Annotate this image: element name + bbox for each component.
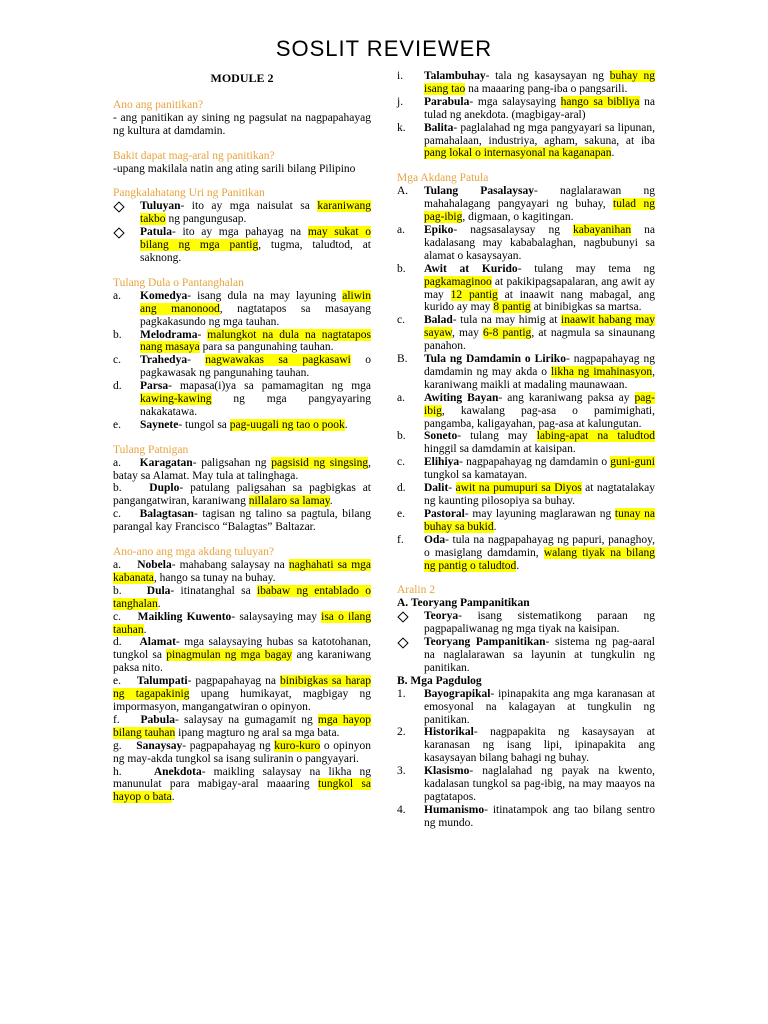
left-column — [113, 70, 371, 804]
list-item — [397, 392, 655, 431]
list-marker: g. — [113, 739, 122, 752]
list-marker: f. — [113, 713, 120, 726]
definition: - sistema ng pag-aaral na naglalarawan sa layunin at tungkulin ng panitikan. — [424, 636, 655, 674]
definition: o pagkawasak ng pangunahing tauhan. — [140, 354, 372, 380]
highlight: pinagmulan ng mga bagay — [166, 649, 293, 662]
term: Teoryang Pampanitikan — [424, 636, 546, 649]
definition: - — [187, 354, 206, 367]
term: Patula — [140, 226, 172, 239]
highlight: kawing-kawing — [140, 393, 212, 406]
highlight: isa o ilang tauhan — [113, 610, 371, 636]
list-marker: b. — [397, 262, 406, 275]
list-item — [113, 329, 371, 355]
list-marker: 4. — [397, 803, 406, 816]
highlight: kabayanihan — [572, 223, 632, 236]
highlight: 8 pantig — [493, 301, 531, 314]
term: Parabula — [424, 95, 470, 108]
definition: - tula na nagpapahayag ng papuri, panaghoy, o masiglang damdamin, — [424, 533, 655, 559]
definition: , hango sa tunay na buhay. — [153, 571, 276, 584]
section-heading: Bakit dapat mag-aral ng panitikan? — [113, 149, 275, 162]
definition: - nagpapakita ng kasaysayan at karanasan ng isang lipi, ipinapakita ang kasaysayan bilang bahagi ng buhay. — [424, 726, 655, 765]
list-item — [113, 675, 371, 714]
paragraph: -upang makilala natin ang ating sarili bilang Pilipino — [113, 162, 356, 175]
list-marker: B. — [397, 353, 408, 366]
diamond-bullet-icon — [397, 637, 408, 648]
highlight: guni-guni — [610, 456, 655, 469]
list-marker: 3. — [397, 765, 406, 778]
definition: na maaaring pang-iba o pangsarili. — [465, 82, 628, 95]
highlight: labing-apat na taludtod — [536, 430, 656, 443]
diamond-bullet-icon — [113, 227, 124, 238]
highlight: likha ng imahinasyon — [550, 365, 653, 378]
list-marker: 2. — [397, 726, 406, 739]
definition: , digmaan, o kagitingan. — [462, 211, 574, 224]
term: Humanismo — [424, 803, 485, 816]
highlight: may sukat o bilang ng mga pantig — [140, 226, 371, 252]
definition: . — [611, 147, 615, 160]
highlight: pagsisid ng singsing — [271, 456, 369, 469]
term: Klasismo — [424, 765, 470, 778]
list-marker: e. — [113, 675, 121, 688]
list-marker: k. — [397, 121, 406, 134]
definition: ng pangungusap. — [165, 213, 247, 226]
definition: - salaysay na gumagamit ng — [175, 713, 318, 726]
definition: - may layuning maglarawan ng — [464, 507, 615, 520]
highlight: nagwawakas sa pagkasawi — [205, 354, 351, 367]
list-item — [113, 714, 371, 740]
term: Oda — [424, 533, 446, 546]
term: Tula ng Damdamin o Liriko — [424, 353, 566, 366]
highlight: tungkol sa hayop o bata — [113, 778, 371, 804]
definition: ng mga pangyayaring nakakatawa. — [140, 393, 371, 418]
definition: - tala ng kasaysayan ng — [485, 70, 610, 82]
highlight: pagkamaginoo — [424, 275, 492, 288]
list-item — [397, 534, 655, 573]
definition: - maikling salaysay na likha ng manunulat para mabigay-aral maaaring — [113, 765, 371, 791]
highlight: kuro-kuro — [274, 739, 321, 752]
definition: , nagtatapos sa masayang pagkakasundo ng mga tauhan. — [140, 302, 371, 328]
list-marker: e. — [397, 507, 405, 520]
term: Teorya — [424, 610, 459, 623]
list-item — [397, 122, 655, 161]
list-item — [397, 353, 655, 392]
list-item — [397, 508, 655, 534]
list-item — [397, 96, 655, 122]
highlight: aliwin ang manonood — [140, 289, 371, 315]
list-item — [113, 611, 371, 637]
definition: - nagpapahayag ng damdamin o — [459, 456, 611, 469]
definition: - patulang paligsahan sa pagbigkas at pangangatwiran, karaniwang — [113, 482, 371, 508]
definition: - nagsasalaysay ng — [453, 223, 573, 236]
highlight: pag-ibig — [424, 391, 655, 417]
term: Awit at Kurido — [424, 262, 518, 275]
list-item — [397, 688, 655, 727]
term: Bayograpikal — [424, 687, 491, 700]
highlight: tulad ng pag-ibig — [424, 198, 655, 224]
list-marker: b. — [113, 482, 122, 495]
term: Anekdota — [153, 765, 202, 778]
term: Tuluyan — [140, 200, 181, 213]
list-item — [113, 200, 371, 226]
list-marker: a. — [113, 559, 121, 571]
definition: . — [493, 520, 497, 533]
definition: tungkol sa kamatayan. — [424, 469, 528, 482]
list-marker: d. — [113, 380, 122, 393]
list-marker: a. — [397, 223, 405, 236]
term: Tulang Pasalaysay — [424, 185, 534, 198]
definition: - tula na may himig at — [452, 314, 562, 327]
term: Komedya — [140, 289, 188, 302]
definition: - itinatampok ang tao bilang sentro ng mundo. — [424, 803, 655, 829]
list-item — [113, 559, 371, 585]
definition: . — [344, 418, 348, 431]
list-marker: a. — [113, 456, 121, 469]
list-item — [113, 354, 371, 380]
term: Talambuhay — [424, 70, 486, 82]
highlight: pag-uugali ng tao o pook — [229, 418, 345, 431]
definition: - isang sistematikong paraan ng pagpapaliwanag ng mga tiyak na kaisipan. — [424, 610, 655, 636]
list-item — [397, 70, 655, 96]
highlight: awit na pumupuri sa Diyos — [455, 482, 582, 495]
term: Elihiya — [424, 456, 460, 469]
term: Talumpati — [136, 675, 188, 688]
section-heading: Mga Akdang Patula — [397, 172, 489, 185]
list-item — [113, 290, 371, 329]
highlight: ibabaw ng entablado o tanghalan — [113, 584, 371, 610]
list-item — [113, 419, 371, 432]
module-heading: MODULE 2 — [210, 71, 274, 85]
definition: - tungol sa — [178, 418, 230, 431]
definition: - pagpapahayag ng — [182, 739, 275, 752]
list-marker: h. — [113, 765, 122, 778]
list-marker: A. — [397, 185, 409, 198]
definition: o opinyon ng may-akda tungkol sa isang suliranin o pangyayari. — [113, 739, 371, 765]
definition: at inaawit nang mabagal, ang kurido ay may — [424, 288, 656, 314]
list-marker: c. — [113, 508, 121, 521]
definition: , may — [452, 327, 484, 340]
right-column — [397, 70, 655, 830]
subsection-heading: B. Mga Pagdulog — [397, 674, 482, 687]
definition: - tulang may tema ng — [517, 262, 655, 275]
definition: . — [143, 623, 147, 636]
list-item — [397, 185, 655, 224]
definition: . — [516, 559, 520, 572]
definition: . — [157, 597, 161, 610]
definition: - — [448, 482, 456, 495]
definition: , kawalang pag-asa o pamimighati, pangamba, kaligayahan, pag-asa at kalungutan. — [424, 404, 655, 430]
term: Dula — [146, 584, 171, 597]
list-item — [397, 430, 655, 456]
term: Duplo — [149, 482, 180, 495]
definition: - isang dula na may layuning — [187, 289, 343, 302]
term: Karagatan — [139, 456, 193, 469]
list-item — [397, 456, 655, 482]
definition: . — [329, 495, 333, 508]
term: Sanaysay — [136, 739, 183, 752]
definition: - salaysaying may — [231, 610, 322, 623]
definition: para sa pangunahing tauhan. — [199, 341, 334, 354]
term: Pastoral — [424, 507, 465, 520]
list-marker: a. — [397, 391, 405, 404]
list-item — [113, 482, 371, 508]
list-marker: c. — [113, 354, 121, 367]
definition: - mahabang salaysay na — [171, 559, 289, 571]
section-heading: Pangkalahatang Uri ng Panitikan — [113, 187, 265, 200]
list-marker: a. — [113, 289, 121, 302]
list-item — [113, 457, 371, 483]
term: Parsa — [140, 380, 169, 393]
definition: at binibigkas sa martsa. — [530, 301, 642, 314]
term: Trahedya — [140, 354, 188, 367]
term: Historikal — [424, 726, 474, 739]
definition: at pakikipagsapalaran, ang awit ay may — [424, 275, 655, 301]
list-item — [113, 766, 371, 805]
list-item — [113, 380, 371, 419]
definition: na tulad ng anekdota. (magbigay-aral) — [424, 95, 655, 121]
term: Epiko — [424, 223, 454, 236]
list-marker: d. — [113, 636, 122, 649]
section-heading: Ano-ano ang mga akdang tuluyan? — [113, 546, 274, 559]
highlight: 12 pantig — [450, 288, 498, 301]
definition: - tulang may — [457, 430, 537, 443]
term: Awiting Bayan — [424, 391, 499, 404]
list-marker: c. — [397, 456, 405, 469]
term: Pabula — [140, 713, 176, 726]
definition: , tugma, taludtod, at saknong. — [140, 239, 371, 264]
highlight: binibigkas sa harap ng tagapakinig — [113, 675, 371, 701]
list-item — [397, 636, 655, 675]
definition: - tagisan ng talino sa pagtula, bilang parangal kay Francisco “Balagtas” Baltazar. — [113, 508, 372, 534]
section-heading: Tulang Dula o Pantanghalan — [113, 276, 244, 289]
definition: - mga salaysaying — [469, 95, 561, 108]
highlight: tunay na buhay sa bukid — [424, 507, 655, 533]
definition: - mapasa(i)ya sa pamamagitan ng mga — [168, 380, 371, 393]
highlight: karaniwang takbo — [140, 200, 371, 226]
definition: - paligsahan ng — [192, 456, 272, 469]
term: Dalit — [424, 482, 449, 495]
highlight: hango sa bibliya — [560, 95, 640, 108]
definition: - nagpapahayag ng damdamin ng may akda o — [424, 353, 655, 378]
list-marker: b. — [113, 328, 122, 341]
diamond-bullet-icon — [113, 202, 124, 213]
list-marker: c. — [397, 314, 405, 327]
term: Saynete — [140, 418, 179, 431]
list-marker: b. — [113, 584, 122, 597]
list-item — [397, 804, 655, 830]
definition: - ipinapakita ang mga karanasan at emosyonal na kalagayan at tungkulin ng panitikan. — [424, 687, 655, 726]
highlight: nillalaro sa lamay — [248, 495, 330, 508]
definition: - naglalahad ng payak na kwento, kadalasan tungkol sa pag-ibig, na may maayos na pagtatapos. — [424, 765, 655, 803]
term: Melodrama — [140, 328, 198, 341]
definition: upang humikayat, magbigay ng impormasyon, mangangatwiran o opinyon. — [113, 688, 371, 713]
list-item — [397, 224, 655, 263]
section-heading: Ano ang panitikan? — [113, 98, 204, 111]
list-item — [397, 765, 655, 804]
term: Soneto — [424, 430, 458, 443]
list-marker: j. — [397, 95, 404, 108]
definition: , karaniwang maikli at madaling maunawaan. — [424, 365, 655, 391]
definition: - ang karaniwang paksa ay — [498, 391, 635, 404]
list-item — [113, 508, 371, 534]
term: Alamat — [139, 636, 176, 649]
term: Balita — [424, 121, 454, 134]
list-item — [113, 636, 371, 675]
definition: - naglalarawan ng mahahalagang pangyayari ng buhay, — [424, 185, 655, 211]
definition: - paglalahad ng mga pangyayari sa lipunan, pamahalaan, industriya, agham, sakuna, at iba — [424, 121, 655, 147]
term: Maikling Kuwento — [137, 610, 232, 623]
highlight: 6-8 pantig — [483, 327, 532, 340]
section-heading: Tulang Patnigan — [113, 443, 189, 456]
list-marker: i. — [397, 70, 404, 82]
definition: - itinatanghal sa — [170, 584, 257, 597]
highlight: buhay ng isang tao — [424, 70, 656, 95]
list-item — [113, 585, 371, 611]
list-item — [397, 726, 655, 765]
section-heading: Aralin 2 — [397, 584, 436, 597]
diamond-bullet-icon — [397, 612, 408, 623]
definition: , at nagmula sa sinaunang panahon. — [424, 327, 656, 353]
definition: . — [171, 791, 175, 804]
definition: at nagtatalakay ng kaunting pilosopiya sa buhay. — [424, 482, 655, 507]
definition: hinggil sa damdamin at kaisipan. — [424, 443, 576, 456]
list-item — [397, 482, 655, 508]
highlight: inaawit habang may sayaw — [424, 314, 655, 340]
list-marker: d. — [397, 482, 406, 495]
list-marker: f. — [397, 533, 404, 546]
definition: , batay sa Alamat. May tula at talinghaga. — [113, 456, 371, 482]
list-marker: e. — [113, 418, 121, 431]
list-item — [397, 314, 655, 353]
highlight: mga hayop bilang tauhan — [113, 713, 372, 739]
term: Nobela — [137, 559, 172, 571]
highlight: naghahati sa mga kabanata — [113, 559, 371, 584]
document-title: SOSLIT REVIEWER — [275, 36, 493, 61]
list-item — [397, 263, 655, 315]
list-item — [113, 740, 371, 766]
definition: - mga salaysaying hubas sa katotohanan, tungkol sa — [113, 636, 371, 662]
paragraph: - ang panitikan ay sining ng pagsulat na nagpapahayag ng kultura at damdamin. — [113, 111, 371, 137]
list-marker: c. — [113, 610, 121, 623]
highlight: walang tiyak na bilang ng pantig o taludtod — [424, 546, 655, 572]
definition: - ito ay mga pahayag na — [171, 226, 308, 239]
definition: na kadalasang may kababalaghan, nagbubunyi sa alamat o kasaysayan. — [424, 223, 655, 262]
list-marker: b. — [397, 430, 406, 443]
definition: - pagpapahayag na — [187, 675, 280, 688]
definition: - — [197, 328, 208, 341]
list-marker: 1. — [397, 687, 406, 700]
highlight: pang lokal o internasyonal na kaganapan — [424, 147, 612, 160]
definition: - ito ay mga naisulat sa — [180, 200, 318, 213]
definition: ipang magturo ng aral sa mga bata. — [175, 726, 340, 739]
subsection-heading: A. Teoryang Pampanitikan — [397, 597, 530, 610]
list-item — [397, 610, 655, 636]
highlight: malungkot na dula na nagtatapos nang masaya — [140, 328, 371, 354]
term: Balad — [424, 314, 453, 327]
list-item — [113, 226, 371, 265]
term: Balagtasan — [139, 508, 194, 521]
definition: ang karaniwang paksa nito. — [113, 649, 371, 675]
